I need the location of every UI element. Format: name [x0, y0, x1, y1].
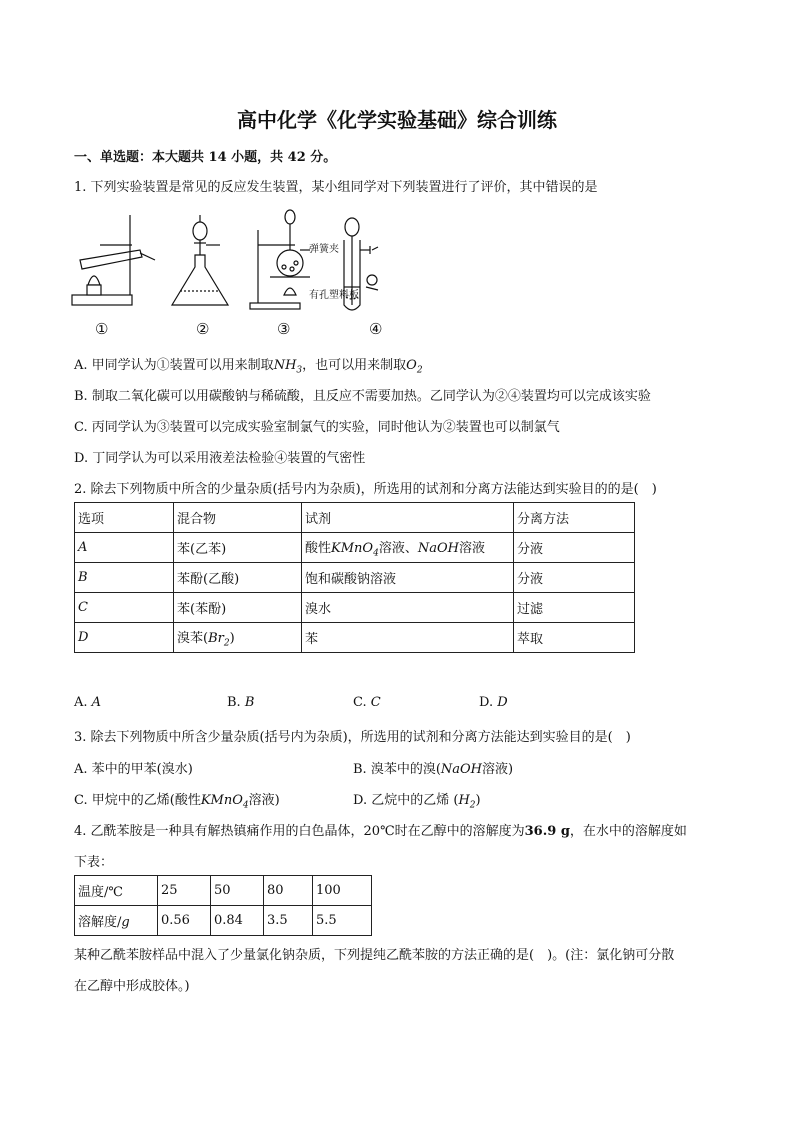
table-header-cell: 混合物 — [174, 503, 302, 533]
q3-option-b: B. 溴苯中的溴(NaOH溶液) — [353, 762, 514, 777]
fig-label-3: ③ — [277, 320, 291, 338]
q1-option-b: B. 制取二氧化碳可以用碳酸钠与稀硫酸，且反应不需要加热。乙同学认为②④装置均可以完成该实验 — [74, 389, 651, 404]
q2-stem: 2. 除去下列物质中所含的少量杂质(括号内为杂质)，所选用的试剂和分离方法能达到实验目的的是( ) — [74, 482, 657, 497]
fig-annot-plastic-plate: 有孔塑料板 — [309, 290, 359, 301]
q3-option-d: D. 乙烷中的乙烯 $(H_2)$ — [353, 793, 481, 811]
table-header-cell: 试剂 — [302, 503, 514, 533]
table-header-cell: 选项 — [75, 503, 174, 533]
q2-choice-b: B. B — [227, 695, 255, 710]
q3-option-a: A. 苯中的甲苯(溴水) — [74, 762, 193, 777]
q3-stem: 3. 除去下列物质中所含少量杂质(括号内为杂质)，所选用的试剂和分离方法能达到实验目的是( ) — [74, 730, 631, 745]
q2-choice-d: D. D — [479, 695, 508, 710]
q4-after-line1: 某种乙酰苯胺样品中混入了少量氯化钠杂质，下列提纯乙酰苯胺的方法正确的是( )。(注：氯化钠可分散 — [74, 948, 675, 963]
fig-label-1: ① — [95, 320, 109, 338]
q2-table — [74, 502, 635, 653]
table-row: 溶解度/g 0.56 0.84 3.5 5.5 — [75, 906, 372, 936]
q1-stem: 1. 下列实验装置是常见的反应发生装置，某小组同学对下列装置进行了评价，其中错误的是 — [74, 180, 598, 195]
fig-label-4: ④ — [369, 320, 383, 338]
q4-solubility-table — [74, 875, 372, 936]
table-row: D 溴苯$(Br_2)$ 苯 萃取 — [75, 623, 635, 653]
q2-choice-a: A. A — [74, 695, 102, 710]
table-row: A 苯(乙苯) 酸性KMnO$_4$溶液、NaOH溶液 分液 — [75, 533, 635, 563]
q2-choice-c: C. C — [353, 695, 381, 710]
apparatus-1-icon — [72, 215, 155, 305]
apparatus-2-icon — [172, 215, 228, 305]
q3-option-c: C. 甲烷中的乙烯(酸性KMnO$_4$溶液) — [74, 793, 280, 811]
table-row: B 苯酚(乙酸) 饱和碳酸钠溶液 分液 — [75, 563, 635, 593]
q1-option-d: D. 丁同学认为可以采用液差法检验④装置的气密性 — [74, 451, 366, 466]
q4-stem-line2: 下表： — [74, 855, 114, 870]
fig-annot-spring-clip: 弹簧夹 — [309, 244, 339, 255]
q1-option-c: C. 丙同学认为③装置可以完成实验室制氯气的实验，同时他认为②装置也可以制氯气 — [74, 420, 560, 435]
q1-option-a: A. 甲同学认为①装置可以用来制取$NH_3$，也可以用来制取$O_2$ — [74, 358, 423, 376]
table-row: C 苯(苯酚) 溴水 过滤 — [75, 593, 635, 623]
table-row: 温度/℃ 25 50 80 100 — [75, 876, 372, 906]
fig-label-2: ② — [196, 320, 210, 338]
page-title: 高中化学《化学实验基础》综合训练 — [237, 108, 557, 132]
table-header-row — [75, 503, 635, 533]
apparatus-3-icon — [250, 210, 310, 309]
section-heading: 一、单选题：本大题共 14 小题，共 42 分。 — [74, 150, 337, 165]
q4-after-line2: 在乙醇中形成胶体。) — [74, 979, 190, 994]
q4-stem-line1: 4. 乙酰苯胺是一种具有解热镇痛作用的白色晶体，20℃时在乙醇中的溶解度为36.9 g，在水中的溶解度如 — [74, 824, 687, 839]
table-header-cell: 分离方法 — [514, 503, 635, 533]
